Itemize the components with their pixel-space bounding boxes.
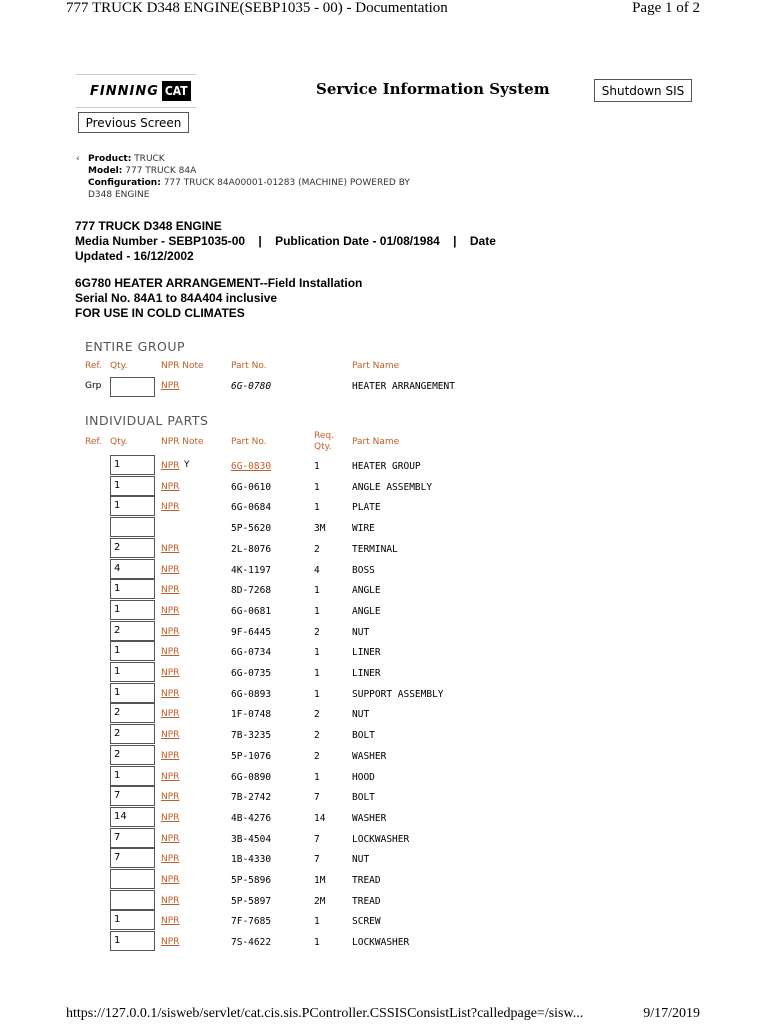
required-qty: 2 — [314, 543, 320, 555]
part-name: ANGLE — [352, 605, 381, 617]
eg-col-qty: Qty. — [110, 361, 128, 371]
part-number: 4B-4276 — [231, 812, 272, 824]
part-number: 7B-2742 — [231, 792, 272, 804]
finning-wordmark: FINNING — [90, 83, 159, 99]
required-qty: 2 — [314, 626, 320, 638]
part-number: 5P-5896 — [231, 875, 272, 886]
configuration-value-cont: D348 ENGINE — [88, 190, 150, 200]
ip-col-npr-note: NPR Note — [161, 437, 204, 447]
qty-input[interactable]: 14 — [110, 807, 155, 827]
part-name: ANGLE — [352, 585, 381, 597]
entire-group-heading: ENTIRE GROUP — [85, 339, 186, 354]
required-qty: 1 — [314, 481, 320, 493]
qty-input[interactable]: 1 — [110, 579, 155, 599]
part-number: 5P-5620 — [231, 523, 272, 535]
npr-link[interactable]: NPR — [161, 937, 180, 948]
part-name: NUT — [352, 709, 370, 721]
qty-input[interactable]: 1 — [110, 931, 155, 951]
qty-input[interactable]: 2 — [110, 724, 155, 744]
required-qty: 1M — [314, 875, 326, 886]
required-qty: 7 — [314, 792, 320, 804]
ip-col-req-qty — [314, 431, 334, 453]
part-number: 4K-1197 — [231, 564, 272, 576]
serial-range: Serial No. 84A1 to 84A404 inclusive — [75, 291, 278, 305]
part-name: ANGLE ASSEMBLY — [352, 481, 433, 493]
npr-link[interactable]: NPR — [161, 688, 180, 699]
cat-logo-badge: CAT — [162, 81, 191, 101]
part-name: TREAD — [352, 895, 381, 907]
qty-input[interactable]: 2 — [110, 703, 155, 723]
part-number: 7S-4622 — [231, 937, 272, 949]
npr-note: Y — [184, 460, 190, 470]
part-name: NUT — [352, 626, 370, 638]
ip-col-req-qty2: Qty. — [314, 442, 332, 452]
eg-qty-input[interactable] — [110, 377, 155, 397]
part-name: HOOD — [352, 771, 375, 783]
part-number: 1F-0748 — [231, 709, 272, 721]
required-qty: 14 — [314, 812, 326, 824]
ip-col-part-name: Part Name — [352, 437, 400, 447]
part-number[interactable]: 6G-0830 — [231, 461, 272, 472]
npr-link[interactable]: NPR — [161, 481, 180, 492]
collapse-arrow-icon[interactable]: ‹ — [76, 154, 80, 164]
model-value: 777 TRUCK 84A — [125, 166, 197, 176]
eg-col-npr-note: NPR Note — [161, 361, 204, 371]
eg-ref: Grp — [85, 381, 102, 391]
part-name: BOLT — [352, 792, 375, 804]
qty-input[interactable]: 1 — [110, 641, 155, 661]
required-qty: 2 — [314, 730, 320, 742]
qty-input[interactable]: 7 — [110, 828, 155, 848]
part-number: 8D-7268 — [231, 585, 272, 597]
eg-part-no: 6G-0780 — [231, 381, 272, 392]
required-qty: 1 — [314, 605, 320, 617]
part-name: SUPPORT ASSEMBLY — [352, 688, 444, 700]
qty-input[interactable]: 1 — [110, 766, 155, 786]
required-qty: 1 — [314, 771, 320, 783]
npr-link[interactable]: NPR — [161, 626, 180, 637]
part-number: 5P-1076 — [231, 750, 272, 762]
part-name: PLATE — [352, 502, 381, 514]
qty-input[interactable]: 7 — [110, 848, 155, 868]
shutdown-sis-button[interactable]: Shutdown SIS — [594, 79, 692, 102]
part-number: 7B-3235 — [231, 730, 272, 742]
part-name: WIRE — [352, 523, 375, 535]
required-qty: 1 — [314, 461, 320, 472]
part-name: BOSS — [352, 564, 375, 576]
part-number: 5P-5897 — [231, 895, 272, 907]
eg-col-ref: Ref. — [85, 361, 102, 371]
part-number: 6G-0684 — [231, 502, 272, 514]
qty-input[interactable]: 2 — [110, 538, 155, 558]
required-qty: 1 — [314, 937, 320, 949]
part-number: 9F-6445 — [231, 626, 272, 638]
required-qty: 1 — [314, 585, 320, 597]
previous-screen-button[interactable]: Previous Screen — [78, 112, 189, 133]
npr-link[interactable]: NPR — [161, 585, 180, 596]
eg-part-name: HEATER ARRANGEMENT — [352, 381, 455, 392]
part-name: TREAD — [352, 875, 381, 886]
required-qty: 1 — [314, 502, 320, 514]
npr-link[interactable]: NPR — [161, 875, 180, 885]
qty-input[interactable]: 1 — [110, 662, 155, 682]
finning-cat-logo — [76, 74, 196, 108]
part-name: WASHER — [352, 812, 387, 824]
required-qty: 1 — [314, 688, 320, 700]
qty-input[interactable]: 1 — [110, 496, 155, 516]
part-number: 6G-0681 — [231, 605, 272, 617]
part-number: 2L-8076 — [231, 543, 272, 555]
npr-link[interactable]: NPR — [161, 461, 180, 471]
npr-link[interactable]: NPR — [161, 502, 180, 513]
qty-input[interactable]: 4 — [110, 559, 155, 579]
part-number: 6G-0734 — [231, 647, 272, 659]
qty-input[interactable]: 1 — [110, 910, 155, 930]
ip-col-req: Req. — [314, 431, 334, 441]
part-name: BOLT — [352, 730, 375, 742]
individual-parts-heading: INDIVIDUAL PARTS — [85, 413, 209, 428]
npr-link[interactable]: NPR — [161, 916, 180, 927]
required-qty: 1 — [314, 668, 320, 679]
npr-link[interactable]: NPR — [161, 709, 180, 720]
npr-link[interactable]: NPR — [161, 647, 180, 658]
part-number: 3B-4504 — [231, 833, 272, 845]
eg-col-part-no: Part No. — [231, 361, 267, 371]
part-name: SCREW — [352, 916, 381, 928]
eg-npr-link[interactable]: NPR — [161, 381, 180, 391]
npr-link[interactable]: NPR — [161, 668, 180, 678]
npr-link[interactable]: NPR — [161, 771, 180, 782]
doc-updated-line: Updated - 16/12/2002 — [75, 249, 194, 263]
npr-link[interactable]: NPR — [161, 543, 180, 554]
print-header-page: Page 1 of 2 — [632, 0, 700, 16]
print-footer-date: 9/17/2019 — [643, 1006, 700, 1021]
doc-title: 777 TRUCK D348 ENGINE — [75, 219, 222, 233]
part-name: LINER — [352, 647, 381, 659]
model-label: Model: — [88, 166, 123, 176]
part-number: 6G-0890 — [231, 771, 272, 783]
part-number: 7F-7685 — [231, 916, 272, 928]
required-qty: 7 — [314, 854, 320, 866]
print-footer-url: https://127.0.0.1/sisweb/servlet/cat.cis.sis.PController.CSSISConsistList?calledpage=/sisw... — [66, 1006, 584, 1021]
part-number: 6G-0735 — [231, 668, 272, 679]
part-name: HEATER GROUP — [352, 461, 421, 472]
part-number: 6G-0610 — [231, 481, 272, 493]
required-qty: 4 — [314, 564, 320, 576]
document-header — [75, 219, 545, 264]
doc-media-line: Media Number - SEBP1035-00 | Publication Date - 01/08/1984 | Date — [75, 234, 496, 248]
print-header-title: 777 TRUCK D348 ENGINE(SEBP1035 - 00) - Documentation — [66, 0, 448, 16]
npr-link[interactable]: NPR — [161, 730, 180, 741]
required-qty: 2 — [314, 709, 320, 721]
required-qty: 2 — [314, 750, 320, 762]
required-qty: 7 — [314, 833, 320, 845]
qty-input[interactable]: 1 — [110, 476, 155, 496]
part-number: 1B-4330 — [231, 854, 272, 866]
ip-col-part-no: Part No. — [231, 437, 267, 447]
arrangement-title: 6G780 HEATER ARRANGEMENT--Field Installation — [75, 276, 363, 290]
product-info — [76, 153, 410, 201]
npr-link[interactable]: NPR — [161, 605, 180, 616]
ip-col-qty: Qty. — [110, 437, 128, 447]
required-qty: 3M — [314, 523, 326, 535]
configuration-value: 777 TRUCK 84A00001-01283 (MACHINE) POWERED BY — [163, 178, 410, 188]
ip-col-ref: Ref. — [85, 437, 102, 447]
required-qty: 2M — [314, 895, 326, 907]
usage-note: FOR USE IN COLD CLIMATES — [75, 306, 245, 320]
part-name: LOCKWASHER — [352, 937, 410, 949]
product-value: TRUCK — [134, 154, 165, 164]
part-name: NUT — [352, 854, 370, 866]
document-subheader — [75, 276, 545, 321]
required-qty: 1 — [314, 647, 320, 659]
sis-title: Service Information System — [316, 80, 550, 98]
qty-input[interactable] — [110, 517, 155, 537]
product-label: Product: — [88, 154, 132, 164]
part-name: WASHER — [352, 750, 387, 762]
npr-link[interactable]: NPR — [161, 895, 180, 906]
qty-input[interactable]: 1 — [110, 600, 155, 620]
required-qty: 1 — [314, 916, 320, 928]
qty-input[interactable]: 1 — [110, 683, 155, 703]
npr-link[interactable]: NPR — [161, 564, 180, 575]
npr-link[interactable]: NPR — [161, 854, 180, 865]
qty-input[interactable] — [110, 869, 155, 889]
npr-link[interactable]: NPR — [161, 833, 180, 844]
qty-input[interactable]: 2 — [110, 745, 155, 765]
part-name: TERMINAL — [352, 543, 398, 555]
configuration-label: Configuration: — [88, 178, 161, 188]
npr-link[interactable]: NPR — [161, 812, 180, 823]
npr-link[interactable]: NPR — [161, 792, 180, 803]
npr-link[interactable]: NPR — [161, 750, 180, 761]
part-number: 6G-0893 — [231, 688, 272, 700]
eg-col-part-name: Part Name — [352, 361, 400, 371]
qty-input[interactable]: 2 — [110, 621, 155, 641]
qty-input[interactable] — [110, 890, 155, 910]
part-name: LOCKWASHER — [352, 833, 410, 845]
part-name: LINER — [352, 668, 381, 679]
qty-input[interactable]: 1 — [110, 455, 155, 475]
qty-input[interactable]: 7 — [110, 786, 155, 806]
